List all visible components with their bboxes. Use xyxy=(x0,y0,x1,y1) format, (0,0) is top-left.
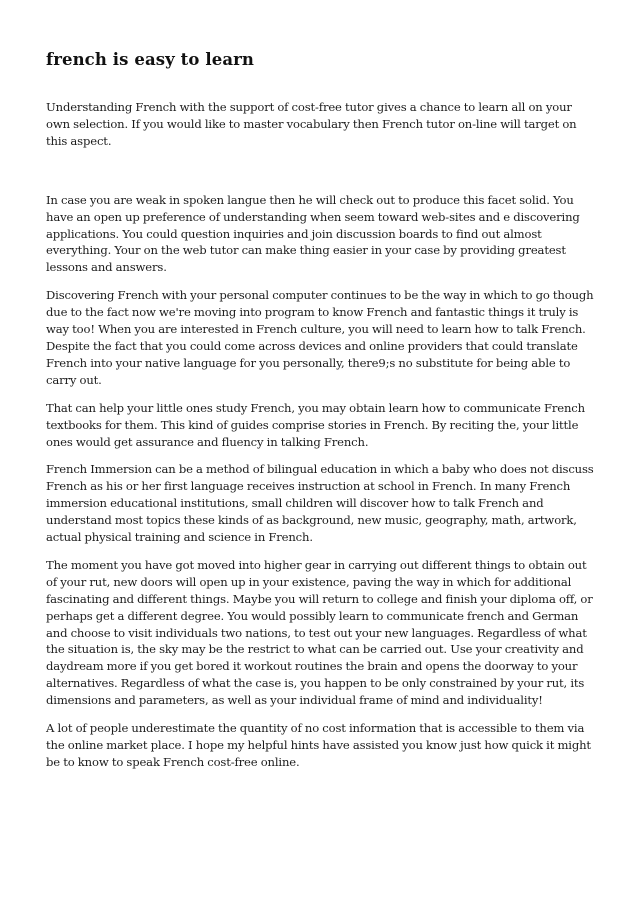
paragraph-computer-learning: Discovering French with your personal computer continues to be the way in which to go though due to the fact now we're moving into program to know French and fantastic things it truly is way too! When you are interested in French culture, you will need to learn how to talk French. Despite the fact that you could come across devices and online providers that could translate French into your native language for you personally, there9;s no substitute for being able to carry out. xyxy=(46,288,594,387)
paragraph-immersion: French Immersion can be a method of bilingual education in which a baby who does not discuss French as his or her first language receives instruction at school in French. In many French immersion educational institutions, small children will discover how to talk French and understand most topics these kinds of as background, new music, geography, math, artwork, actual physical training and science in French. xyxy=(46,462,594,545)
paragraph-higher-gear: The moment you have got moved into higher gear in carrying out different things to obtain out of your rut, new doors will open up in your existence, paving the way in which for additional fascinating and different things. Maybe you will return to college and finish your diploma off, or perhaps get a different degree. You would possibly learn to communicate french and German and choose to visit individuals two nations, to test out your new languages. Regardless of what the situation is, the sky may be the restrict to what can be carried out. Use your creativity and daydream more if you get bored it workout routines the brain and opens the doorway to your alternatives. Regardless of what the case is, you happen to be only constrained by your rut, its dimensions and parameters, as well as your individual frame of mind and individuality! xyxy=(46,557,593,708)
page-title: french is easy to learn xyxy=(46,50,255,69)
document-page xyxy=(46,50,598,771)
paragraph-spoken-language: In case you are weak in spoken langue then he will check out to produce this facet solid. You have an open up preference of understanding when seem toward web-sites and e discovering applications. You could question inquiries and join discussion boards to find out almost everything. Your on the web tutor can make thing easier in your case by providing greatest lessons and answers. xyxy=(46,192,580,275)
paragraph-children-books: That can help your little ones study French, you may obtain learn how to communicate French textbooks for them. This kind of guides comprise stories in French. By reciting the, your little ones would get assurance and fluency in talking French. xyxy=(46,400,585,449)
paragraph-intro: Understanding French with the support of cost-free tutor gives a chance to learn all on your own selection. If you would like to master vocabulary then French tutor on-line will target on this aspect. xyxy=(46,100,577,148)
paragraph-conclusion: A lot of people underestimate the quantity of no cost information that is accessible to them via the online market place. I hope my helpful hints have assisted you know just how quick it might be to know to speak French cost-free online. xyxy=(46,721,591,769)
